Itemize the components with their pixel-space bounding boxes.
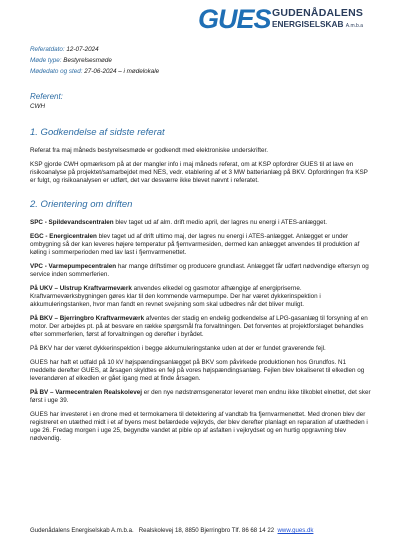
referent-block: [30, 92, 63, 112]
bkv-title: På BKV – Bjerringbro Kraftvarmeværk: [30, 315, 145, 322]
meta-date-label: Referatdato:: [30, 46, 65, 53]
bv-text: er den nye nødstrømsgenerator leveret men endnu ikke tilkoblet elnettet, det sker først i uge 39.: [30, 389, 371, 404]
section1-heading: 1. Godkendelse af sidste referat: [30, 127, 165, 138]
section1-paragraph-1: Referat fra maj måneds bestyrelsesmøde er godkendt med elektroniske underskrifter.: [30, 147, 268, 154]
footer-address: Gudenådalens Energiselskab A.m.b.a. Realskolevej 18, 8850 Bjerringbro Tlf. 86 68 14 22: [30, 527, 278, 534]
footer-website-link[interactable]: www.gues.dk: [277, 527, 314, 534]
spc-title: SPC - Spildevandscentralen: [30, 219, 114, 226]
spc-text: blev taget ud af alm. drift medio april, der lagres nu energi i ATES-anlægget.: [113, 219, 328, 226]
ukv-title: På UKV – Ulstrup Kraftvarmeværk: [30, 285, 132, 292]
logo-name-line1: GUDENÅDALENS: [272, 7, 364, 19]
logo-name-line2-text: ENERGISELSKAB: [272, 19, 344, 29]
logo-name-suffix: A.m.b.a: [345, 23, 364, 29]
paragraph-bv: [30, 389, 372, 405]
section1-paragraph-2: KSP gjorde CWH opmærksom på at der mangler info i maj måneds referat, om at KSP opfordrer GUES til at lave en risikoanalyse på projektet/samarbejdet med NES, vedr. etablering af et 3 MW batterianlæg på BKV. Opfordringen fra KSP er fulgt, og risikoanalysen er udført, det var desværre ikke blevet nævnt i referatet.: [30, 161, 368, 184]
egc-title: EGC - Energicentralen: [30, 233, 97, 240]
bkv-text: afventes der stadig en endelig godkendelse af LPG-gasanlæg til forsyning af en motor. Der arbejdes pt. på at besvare en række spørgsmål fra forvaltningen. Det forventes at projektforslaget behandles efter sommerferien, først af forvaltningen og derefter i byrådet.: [30, 315, 368, 338]
section2-heading: 2. Orientering om driften: [30, 199, 133, 210]
paragraph-bkv: [30, 315, 372, 339]
meta-type-value: Bestyrelsesmøde: [63, 57, 112, 64]
referent-label: Referent:: [30, 92, 63, 101]
logo-mark: GUES: [198, 4, 271, 34]
meta-meeting-value: 27-06-2024 – i mødelokale: [84, 68, 160, 75]
paragraph-egc: [30, 233, 372, 257]
referent-value: CWH: [30, 103, 46, 110]
logo-name-line2: [272, 19, 363, 31]
meta-type-label: Møde type:: [30, 57, 62, 64]
vpc-title: VPC - Varmepumpecentralen: [30, 263, 117, 270]
meeting-meta: [30, 44, 159, 77]
vpc-text: har mange driftstimer og producere grundlast. Anlægget får udført nødvendige eftersyn og service inden sommerferien.: [30, 263, 369, 278]
meta-date-row: [30, 44, 159, 55]
meta-date-value: 12-07-2024: [66, 46, 99, 53]
paragraph-spc: [30, 219, 372, 227]
paragraph-gues-outage: GUES har haft et udfald på 10 kV højspændingsanlægget på BKV som påvirkede produktionen hos Grundfos. N1 meddelte derefter GUES, at årsagen skyldtes en fejl på vores højspændingsanlæg. Fejlen blev lokaliseret til elkedlen og leverandøren af elkedlen er gået igang med at finde årsagen.: [30, 359, 365, 382]
meta-meeting-label: Mødedato og sted:: [30, 68, 83, 75]
ukv-text: anvendes elkedel og gasmotor afhængige af energipriserne. Kraftvarmeværksbygningen gøres klar til den kommende varmepumpe. Der har været dykkerinspektion i akkumuleringstanken, hvor man fandt en revnet svejsning som skal udbedres når det bliver muligt.: [30, 285, 321, 308]
bv-title: På BV – Varmecentralen Realskolevej: [30, 389, 143, 396]
egc-text: blev taget ud af drift ultimo maj, der lagres nu energi i ATES-anlægget. Anlægget er under ombygning så der kan leveres højere temperatur på fjernvarmesiden, dermed kan anlægget anvendes til produktion af køling i sommerperioden med lav last i fjernvarmenettet.: [30, 233, 360, 256]
paragraph-ukv: [30, 285, 372, 309]
company-logo: [198, 5, 378, 33]
document-body: [30, 127, 372, 449]
paragraph-bkv-inspection: På BKV har der været dykkerinspektion i begge akkumuleringstanke uden at der er fundet graverende fejl.: [30, 345, 326, 352]
page-footer: [30, 527, 313, 534]
paragraph-drone: GUES har investeret i en drone med et termokamera til detektering af vandtab fra fjernvarmenettet. Med dronen blev der registreret en utæthed midt i et af byens mest befærdede vejkryds, der blev derefter planlagt en reparation af utætheden i uge 26. Fredag morgen i uge 25, begyndte vandet at pible op af asfalten i vejkrydset og en hurtig opgravning blev nødvendig.: [30, 411, 368, 442]
paragraph-vpc: [30, 263, 372, 279]
meta-type-row: [30, 55, 159, 66]
meta-meeting-row: [30, 66, 159, 77]
